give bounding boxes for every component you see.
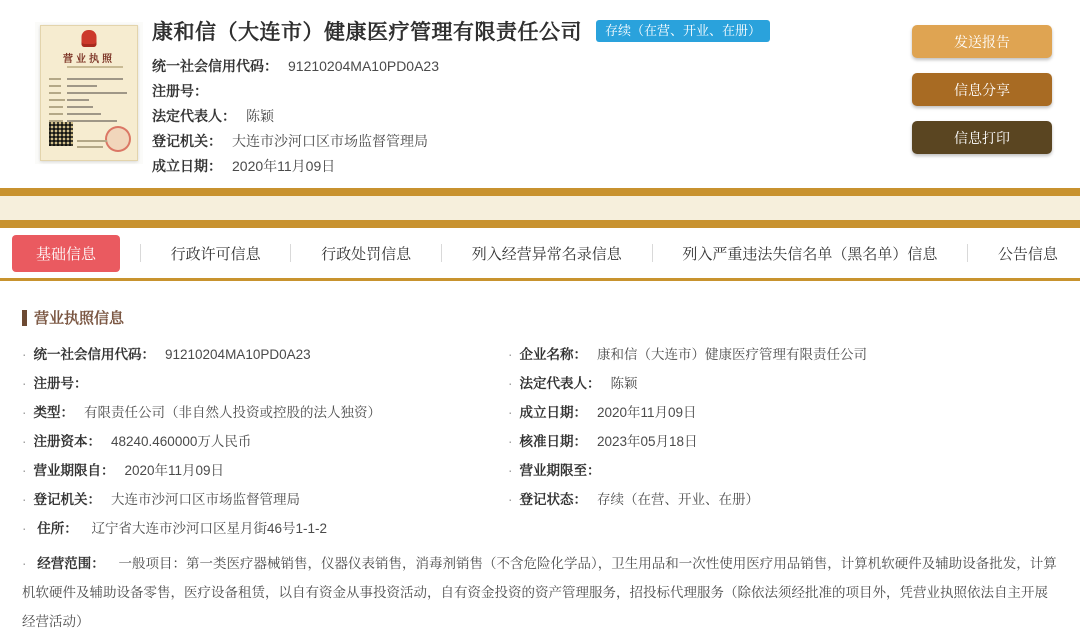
license-paper (40, 25, 138, 161)
license-subtitle-line (67, 66, 123, 68)
tab-divider (290, 244, 291, 262)
bullet: · (22, 521, 27, 536)
header-field-registry-authority: 登记机关： 大连市沙河口区市场监督管理局 (152, 133, 428, 149)
bullet: · (508, 434, 513, 449)
tab-bar (0, 228, 1080, 281)
license-title: 营业执照 (63, 54, 115, 65)
status-badge: 存续（在营、开业、在册） (596, 20, 770, 42)
bullet: · (508, 376, 513, 391)
tab-basic-info[interactable]: 基础信息 (12, 235, 120, 272)
bullet: · (508, 492, 513, 507)
field-company-type: · 类型： 有限责任公司（非自然人投资或控股的法人独资） (22, 405, 381, 420)
business-license-thumbnail[interactable] (35, 22, 143, 164)
info-row-5 (22, 462, 1058, 479)
bullet: · (508, 463, 513, 478)
info-print-button[interactable]: 信息打印 (912, 121, 1052, 154)
license-footer-line2 (77, 140, 107, 142)
red-seal-icon (105, 126, 131, 152)
bullet: · (508, 405, 513, 420)
field-company-name: · 企业名称： 康和信（大连市）健康医疗管理有限责任公司 (508, 347, 867, 362)
info-row-1 (22, 346, 1058, 363)
tab-divider (140, 244, 141, 262)
tab-divider (652, 244, 653, 262)
field-registration-status: · 登记状态： 存续（在营、开业、在册） (508, 492, 759, 507)
bullet: · (508, 347, 513, 362)
license-section-header (22, 307, 1058, 328)
field-registry-authority: · 登记机关： 大连市沙河口区市场监督管理局 (22, 492, 300, 507)
header-field-legal-rep: 法定代表人： 陈颖 (152, 108, 274, 124)
tab-admin-license-info[interactable]: 行政许可信息 (170, 245, 261, 263)
info-row-4 (22, 433, 1058, 450)
license-footer-line (77, 146, 103, 148)
bullet: · (22, 556, 27, 571)
tab-announcement-info[interactable]: 公告信息 (997, 245, 1058, 263)
info-row-3 (22, 404, 1058, 421)
field-credit-code: · 统一社会信用代码： 91210204MA10PD0A23 (22, 347, 311, 362)
company-header (0, 0, 1080, 188)
field-term-to: · 营业期限至： (508, 463, 601, 478)
field-business-scope: · 经营范围： 一般项目：第一类医疗器械销售，仪器仪表销售，消毒剂销售（不含危险化学品），卫生用品和一次性使用医疗用品销售，计算机软硬件及辅助设备批发，计算机软硬件及辅助设备零售，医疗设备租赁，以自有资金从事投资活动，自有资金投资的资产管理服务，招投标代理服务（除依法须经批准的项目外，凭营业执照依法自主开展经营活动） (22, 556, 1057, 629)
bullet: · (22, 405, 27, 420)
header-field-reg-number: 注册号： (152, 83, 208, 99)
basic-info-content (0, 281, 1080, 636)
field-registered-capital: · 注册资本： 48240.460000万人民币 (22, 434, 252, 449)
header-action-buttons (912, 25, 1052, 154)
field-establish-date: · 成立日期： 2020年11月09日 (508, 405, 697, 420)
info-share-button[interactable]: 信息分享 (912, 73, 1052, 106)
field-term-from: · 营业期限自： 2020年11月09日 (22, 463, 225, 478)
send-report-button[interactable]: 发送报告 (912, 25, 1052, 58)
field-approval-date: · 核准日期： 2023年05月18日 (508, 434, 698, 449)
info-row-2 (22, 375, 1058, 392)
header-field-establish-date: 成立日期： 2020年11月09日 (152, 158, 336, 174)
section-marker (22, 310, 27, 326)
bullet: · (22, 376, 27, 391)
tab-admin-penalty-info[interactable]: 行政处罚信息 (321, 245, 412, 263)
national-emblem-icon (82, 30, 97, 47)
header-fields (152, 58, 812, 174)
section-title: 营业执照信息 (34, 310, 125, 327)
tab-divider (441, 244, 442, 262)
field-address: · 住所： 辽宁省大连市沙河口区星月街46号1-1-2 (22, 521, 328, 536)
company-name: 康和信（大连市）健康医疗管理有限责任公司 (152, 21, 582, 44)
qr-code (49, 122, 73, 146)
header-field-credit-code: 统一社会信用代码： 91210204MA10PD0A23 (152, 58, 440, 74)
field-legal-rep: · 法定代表人： 陈颖 (508, 376, 638, 391)
tab-serious-violation-blacklist[interactable]: 列入严重违法失信名单（黑名单）信息 (682, 245, 938, 263)
gold-divider-band (0, 188, 1080, 228)
bullet: · (22, 434, 27, 449)
tab-abnormal-operation-list[interactable]: 列入经营异常名录信息 (471, 245, 622, 263)
bullet: · (22, 492, 27, 507)
bullet: · (22, 463, 27, 478)
header-info (152, 16, 812, 183)
tab-divider (967, 244, 968, 262)
field-reg-number: · 注册号： (22, 376, 88, 391)
info-row-6 (22, 491, 1058, 508)
bullet: · (22, 347, 27, 362)
